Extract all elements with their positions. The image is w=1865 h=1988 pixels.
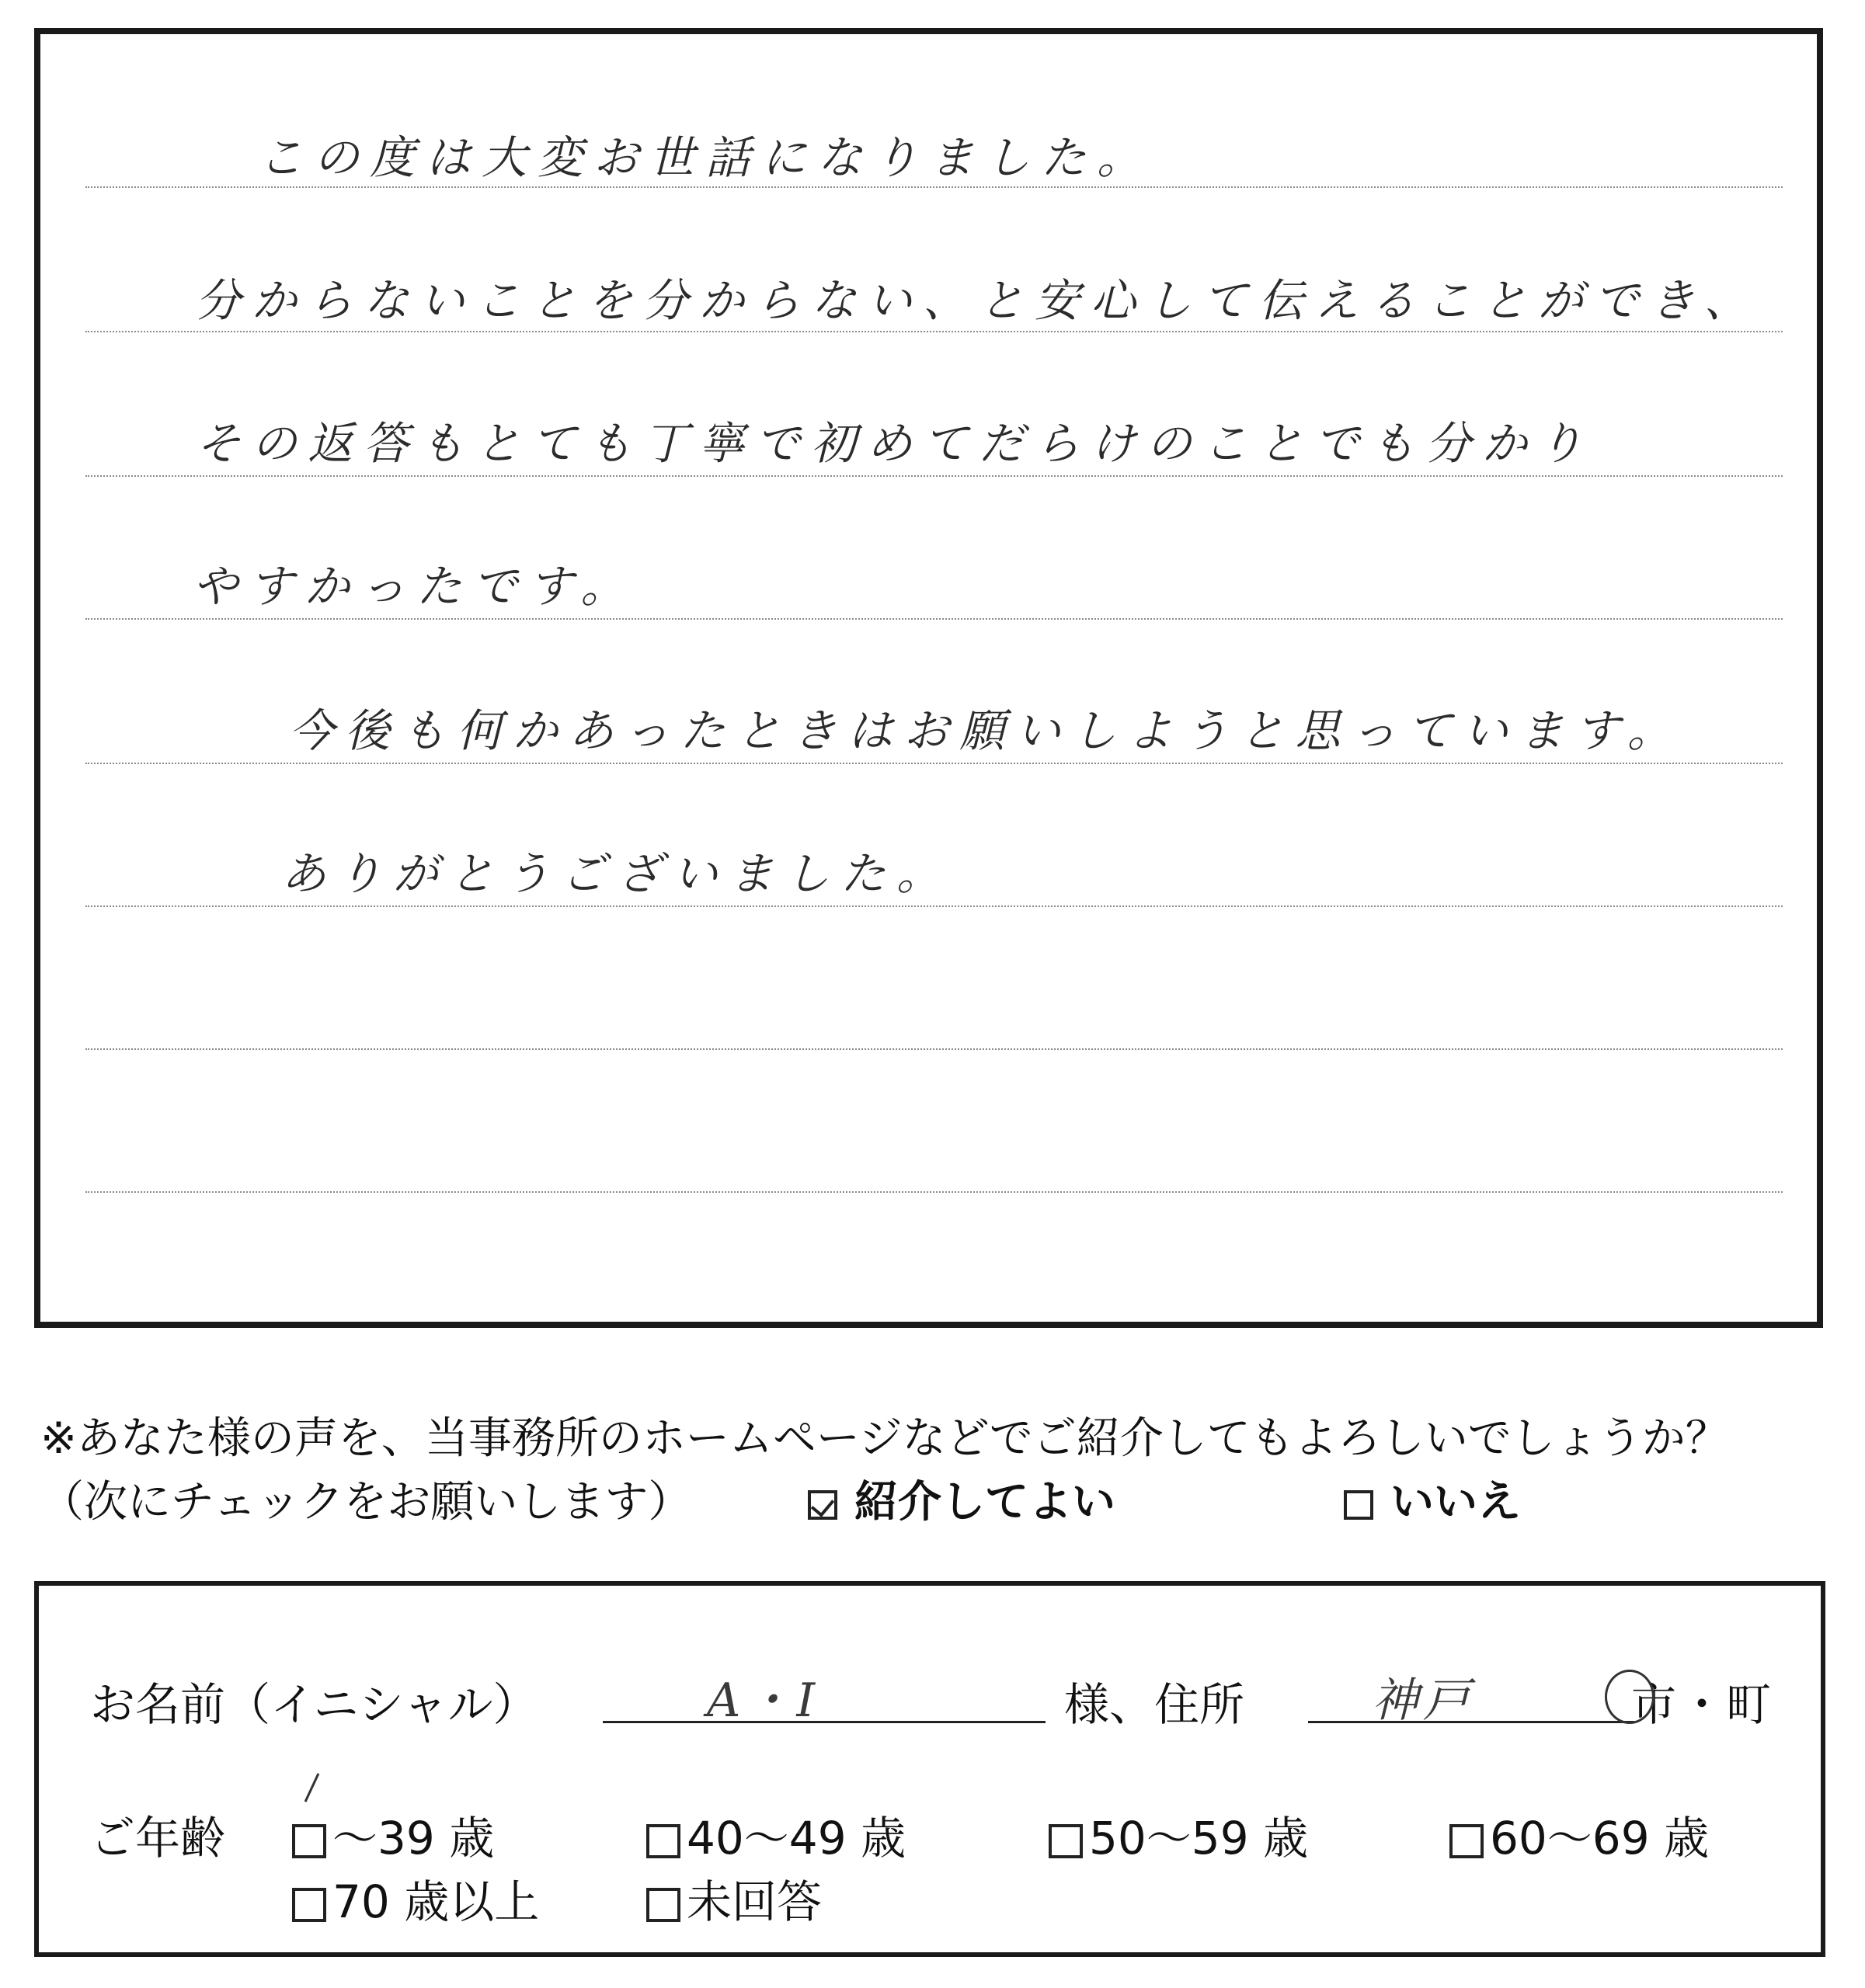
checkbox-icon[interactable]	[1049, 1824, 1083, 1858]
city-selected-circle	[1605, 1670, 1654, 1724]
age-option-no-answer[interactable]	[646, 1865, 822, 1931]
consent-question: ※あなた様の声を、当事務所のホームページなどでご紹介してもよろしいでしょうか？	[40, 1413, 1729, 1464]
age-option-label: 未回答	[687, 1875, 823, 1928]
ruled-line	[85, 763, 1783, 764]
checkbox-icon[interactable]	[292, 1824, 326, 1858]
checkbox-icon[interactable]	[646, 1824, 680, 1858]
consent-note: （次にチェックをお願いします）	[40, 1477, 692, 1527]
consent-yes-label: 紹介してよい	[854, 1477, 1115, 1527]
consent-option-yes[interactable]	[808, 1468, 1115, 1530]
town-label: 町	[1726, 1678, 1772, 1731]
name-label: お名前（イニシャル）	[90, 1678, 538, 1731]
ruled-line	[85, 186, 1783, 188]
checkbox-icon[interactable]	[1344, 1490, 1373, 1520]
age-option-60-69[interactable]	[1449, 1802, 1709, 1867]
age-option-label: 40～49 歳	[687, 1812, 906, 1865]
age-option-label: 50～59 歳	[1089, 1812, 1309, 1865]
comment-line-4: やすかったです。	[193, 560, 637, 613]
consent-option-no[interactable]	[1344, 1468, 1521, 1530]
checkbox-icon[interactable]	[1449, 1824, 1484, 1858]
age-option-label: ～39 歳	[332, 1812, 495, 1865]
checkbox-checked-icon[interactable]	[808, 1490, 837, 1520]
age-check-tick	[304, 1773, 320, 1802]
age-option-under-39[interactable]	[292, 1802, 494, 1867]
age-option-50-59[interactable]	[1049, 1802, 1308, 1867]
checkbox-icon[interactable]	[292, 1888, 326, 1922]
city-label: 市	[1631, 1678, 1677, 1731]
age-label: ご年齢	[90, 1812, 226, 1865]
age-option-70-plus[interactable]	[292, 1865, 539, 1931]
name-underline	[603, 1721, 1046, 1723]
age-option-40-49[interactable]	[646, 1802, 906, 1867]
ruled-line	[85, 905, 1783, 907]
sama-address-label: 様、住所	[1064, 1678, 1245, 1731]
ruled-line	[85, 331, 1783, 332]
age-option-label: 70 歳以上	[332, 1875, 540, 1928]
comment-line-2: 分からないことを分からない、と安心して伝えることができ、	[196, 274, 1760, 327]
address-value[interactable]: 神戸	[1372, 1673, 1474, 1728]
name-value[interactable]: A・I	[707, 1673, 820, 1728]
ruled-line	[85, 618, 1783, 620]
ruled-line	[85, 1191, 1783, 1193]
comment-line-3: その返答もとても丁寧で初めてだらけのことでも分かり	[196, 417, 1595, 470]
comment-line-5: 今後も何かあったときはお願いしようと思っています。	[289, 704, 1683, 757]
consent-no-label: いいえ	[1390, 1477, 1521, 1527]
ruled-line	[85, 475, 1783, 477]
comment-line-1: この度は大変お世話になりました。	[258, 131, 1153, 184]
comment-box	[34, 28, 1823, 1328]
info-box	[34, 1581, 1825, 1957]
checkbox-icon[interactable]	[646, 1888, 680, 1922]
comment-line-6: ありがとうございました。	[281, 847, 953, 900]
ruled-line	[85, 1048, 1783, 1050]
separator-dot: ・	[1679, 1678, 1725, 1731]
age-option-label: 60～69 歳	[1490, 1812, 1710, 1865]
